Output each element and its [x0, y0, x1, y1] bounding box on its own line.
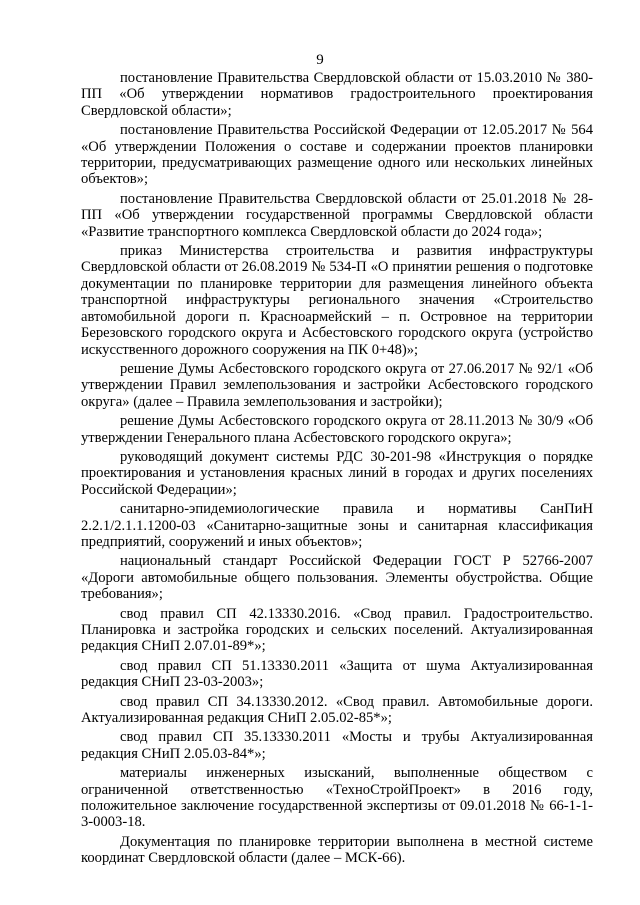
list-item: свод правил СП 34.13330.2012. «Свод правил. Автомобильные дороги. Актуализированная редакция СНиП 2.05.02-85*»;	[81, 693, 593, 727]
list-item: санитарно-эпидемиологические правила и нормативы СанПиН 2.2.1/2.1.1.1200-03 «Санитарно-защитные зоны и санитарная классификация предприятий, сооружений и иных объектов»;	[81, 501, 593, 550]
closing-paragraph: Документация по планировке территории выполнена в местной системе координат Свердловской области (далее – МСК-66).	[81, 833, 593, 867]
page-number: 9	[316, 52, 324, 68]
list-item: свод правил СП 51.13330.2011 «Защита от шума Актуализированная редакция СНиП 23-03-2003»;	[81, 657, 593, 691]
list-item: национальный стандарт Российской Федерации ГОСТ Р 52766-2007 «Дороги автомобильные общего пользования. Элементы обустройства. Общие требования»;	[81, 553, 593, 603]
document-body	[81, 70, 593, 867]
list-item: приказ Министерства строительства и развития инфраструктуры Свердловской области от 26.08.2019 № 534-П «О принятии решения о подготовке документации по планировке территории для размещения линейного объекта транспортной инфраструктуры регионального значения «Строительство автомобильной дороги п. Красноармейский – п. Островное на территории Березовского городского округа и Асбестовского городского округа (устройство искусственного дорожного сооружения на ПК 0+48)»;	[81, 243, 593, 358]
list-item: решение Думы Асбестовского городского округа от 27.06.2017 № 92/1 «Об утверждении Правил землепользования и застройки Асбестовского городского округа» (далее – Правила землепользования и застройки);	[81, 360, 593, 410]
list-item: свод правил СП 35.13330.2011 «Мосты и трубы Актуализированная редакция СНиП 2.05.03-84*»;	[81, 729, 593, 762]
list-item: решение Думы Асбестовского городского округа от 28.11.2013 № 30/9 «Об утверждении Генерального плана Асбестовского городского округа»;	[81, 413, 593, 446]
list-item: постановление Правительства Свердловской области от 25.01.2018 № 28-ПП «Об утверждении государственной программы Свердловской области «Развитие транспортного комплекса Свердловской области до 2024 года»;	[81, 190, 593, 240]
list-item: свод правил СП 42.13330.2016. «Свод правил. Градостроительство. Планировка и застройка городских и сельских поселений. Актуализированная редакция СНиП 2.07.01-89*»;	[81, 605, 593, 655]
list-item: материалы инженерных изысканий, выполненные обществом с ограниченной ответственностью «ТехноСтройПроект» в 2016 году, положительное заключение государственной экспертизы от 09.01.2018 № 66-1-1-3-0003-18.	[81, 765, 593, 831]
list-item: постановление Правительства Свердловской области от 15.03.2010 № 380-ПП «Об утверждении нормативов градостроительного проектирования Свердловской области»;	[81, 70, 593, 119]
list-item: руководящий документ системы РДС 30-201-98 «Инструкция о порядке проектирования и установления красных линий в городах и других поселениях Российской Федерации»;	[81, 448, 593, 498]
list-item: постановление Правительства Российской Федерации от 12.05.2017 № 564 «Об утверждении Положения о составе и содержании проектов планировки территории, предусматривающих размещение одного или нескольких линейных объектов»;	[81, 122, 593, 188]
